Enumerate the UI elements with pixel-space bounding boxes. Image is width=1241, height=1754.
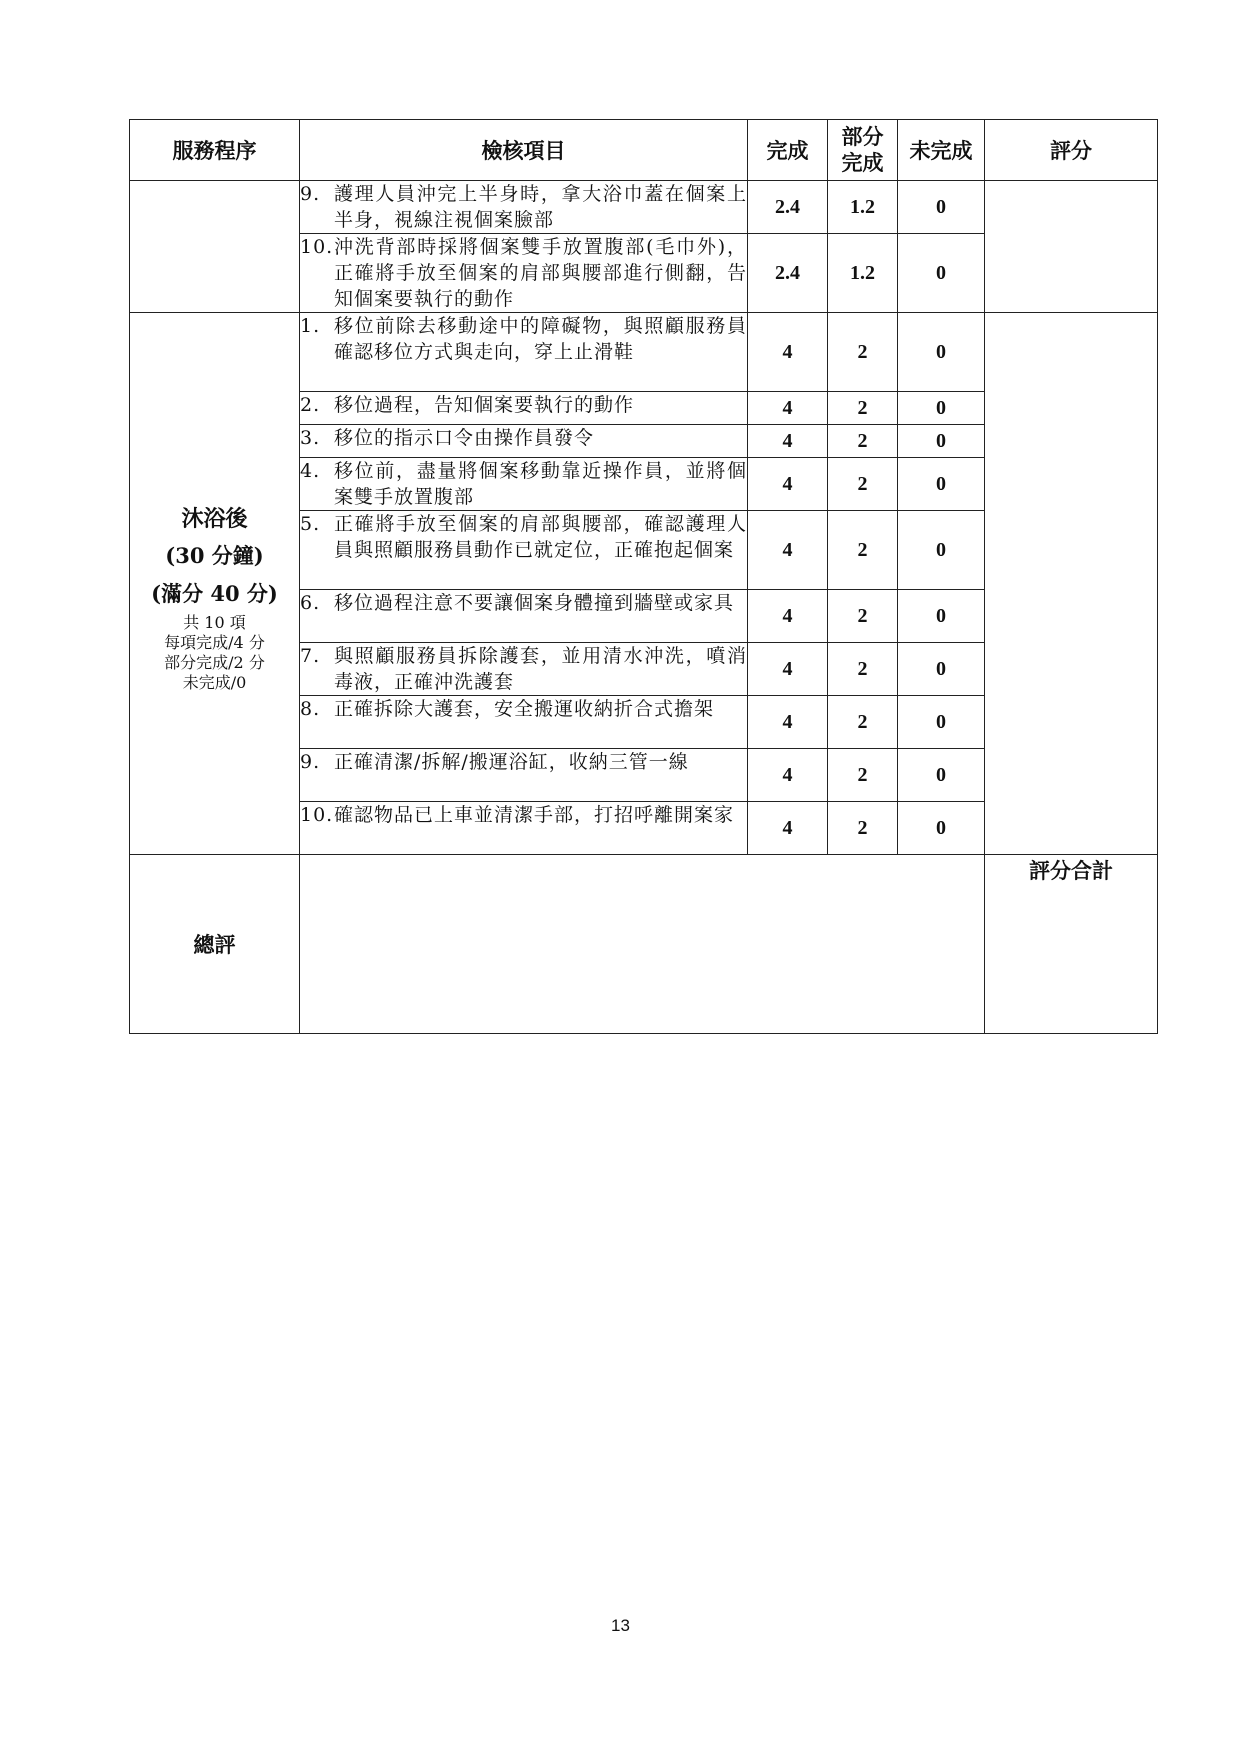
item-number: 2.: [300, 394, 321, 416]
complete-score: 4: [748, 749, 828, 802]
header-procedure: 服務程序: [130, 120, 300, 181]
procedure-note: 每項完成/4 分: [164, 633, 265, 652]
partial-score: 2: [828, 392, 898, 425]
item-text: 移位過程注意不要讓個案身體撞到牆壁或家具: [334, 592, 735, 614]
summary-label: 總評: [130, 855, 300, 1034]
partial-score: 2: [828, 802, 898, 855]
complete-score: 4: [748, 590, 828, 643]
incomplete-score: 0: [898, 234, 985, 313]
check-item: [300, 643, 748, 696]
summary-row: [130, 855, 1158, 1034]
incomplete-score: 0: [898, 181, 985, 234]
partial-score: 2: [828, 313, 898, 392]
item-text: 護理人員沖完上半身時，拿大浴巾蓋在個案上半身，視線注視個案臉部: [334, 183, 747, 231]
item-number: 9.: [300, 751, 321, 773]
item-number: 1.: [300, 315, 321, 337]
summary-comment-cell[interactable]: [300, 855, 985, 1034]
incomplete-score: 0: [898, 590, 985, 643]
check-item: [300, 425, 748, 458]
incomplete-score: 0: [898, 696, 985, 749]
complete-score: 4: [748, 643, 828, 696]
item-number: 4.: [300, 460, 321, 482]
partial-score: 2: [828, 425, 898, 458]
check-item: [300, 696, 748, 749]
header-complete: 完成: [748, 120, 828, 181]
incomplete-score: 0: [898, 458, 985, 511]
item-text: 移位前除去移動途中的障礙物，與照顧服務員確認移位方式與走向，穿上止滑鞋: [334, 315, 747, 363]
complete-score: 4: [748, 458, 828, 511]
check-item: [300, 458, 748, 511]
incomplete-score: 0: [898, 425, 985, 458]
complete-score: 2.4: [748, 181, 828, 234]
header-incomplete: 未完成: [898, 120, 985, 181]
check-item: [300, 234, 748, 313]
item-number: 3.: [300, 427, 321, 449]
procedure-title: 沐浴後: [181, 506, 248, 532]
item-text: 移位前，盡量將個案移動靠近操作員，並將個案雙手放置腹部: [334, 460, 747, 508]
procedure-note: 部分完成/2 分: [164, 653, 265, 672]
item-text: 確認物品已上車並清潔手部，打招呼離開案家: [334, 804, 735, 826]
item-text: 沖洗背部時採將個案雙手放置腹部(毛巾外)，正確將手放至個案的肩部與腰部進行側翻，告知個案要執行的動作: [334, 236, 747, 310]
partial-score: 2: [828, 590, 898, 643]
item-number: 10.: [300, 236, 334, 258]
check-item: [300, 749, 748, 802]
header-partial: [828, 120, 898, 181]
partial-score: 2: [828, 696, 898, 749]
procedure-cell-continued: [130, 181, 300, 313]
score-input-cell[interactable]: [985, 181, 1158, 313]
complete-score: 4: [748, 392, 828, 425]
item-number: 6.: [300, 592, 321, 614]
partial-score: 1.2: [828, 234, 898, 313]
item-text: 移位過程，告知個案要執行的動作: [334, 394, 635, 416]
procedure-duration: (30 分鐘): [165, 543, 264, 568]
item-number: 5.: [300, 513, 321, 535]
item-text: 正確清潔/拆解/搬運浴缸，收納三管一線: [334, 751, 689, 773]
incomplete-score: 0: [898, 313, 985, 392]
item-text: 移位的指示口令由操作員發令: [334, 427, 595, 449]
check-item: [300, 313, 748, 392]
partial-score: 2: [828, 749, 898, 802]
procedure-note: 共 10 項: [183, 613, 246, 632]
table-row: [130, 181, 1158, 234]
check-item: [300, 511, 748, 590]
item-text: 正確拆除大護套，安全搬運收納折合式擔架: [334, 698, 715, 720]
total-score-label: 評分合計: [1029, 858, 1113, 883]
header-partial-line1: 部分: [841, 124, 884, 149]
total-score-cell[interactable]: [985, 855, 1158, 1034]
item-number: 7.: [300, 645, 321, 667]
score-input-cell[interactable]: [985, 313, 1158, 855]
check-item: [300, 392, 748, 425]
procedure-note: 未完成/0: [182, 673, 247, 692]
incomplete-score: 0: [898, 643, 985, 696]
header-row: [130, 120, 1158, 181]
partial-score: 2: [828, 511, 898, 590]
complete-score: 4: [748, 802, 828, 855]
table-row: [130, 313, 1158, 392]
evaluation-table: [129, 119, 1158, 1034]
complete-score: 4: [748, 425, 828, 458]
check-item: [300, 802, 748, 855]
item-text: 正確將手放至個案的肩部與腰部，確認護理人員與照顧服務員動作已就定位，正確抱起個案: [334, 513, 747, 561]
incomplete-score: 0: [898, 392, 985, 425]
complete-score: 4: [748, 313, 828, 392]
partial-score: 2: [828, 458, 898, 511]
procedure-after-bath: [130, 313, 300, 855]
item-text: 與照顧服務員拆除護套，並用清水沖洗，噴消毒液，正確沖洗護套: [334, 645, 747, 693]
header-check-item: 檢核項目: [300, 120, 748, 181]
incomplete-score: 0: [898, 802, 985, 855]
complete-score: 2.4: [748, 234, 828, 313]
incomplete-score: 0: [898, 511, 985, 590]
incomplete-score: 0: [898, 749, 985, 802]
check-item: [300, 181, 748, 234]
header-score: 評分: [985, 120, 1158, 181]
item-number: 9.: [300, 183, 321, 205]
complete-score: 4: [748, 696, 828, 749]
header-partial-line2: 完成: [841, 150, 884, 175]
page-number: 13: [611, 1616, 630, 1635]
partial-score: 2: [828, 643, 898, 696]
item-number: 8.: [300, 698, 321, 720]
check-item: [300, 590, 748, 643]
item-number: 10.: [300, 804, 334, 826]
complete-score: 4: [748, 511, 828, 590]
partial-score: 1.2: [828, 181, 898, 234]
procedure-full-score: (滿分 40 分): [151, 581, 278, 606]
